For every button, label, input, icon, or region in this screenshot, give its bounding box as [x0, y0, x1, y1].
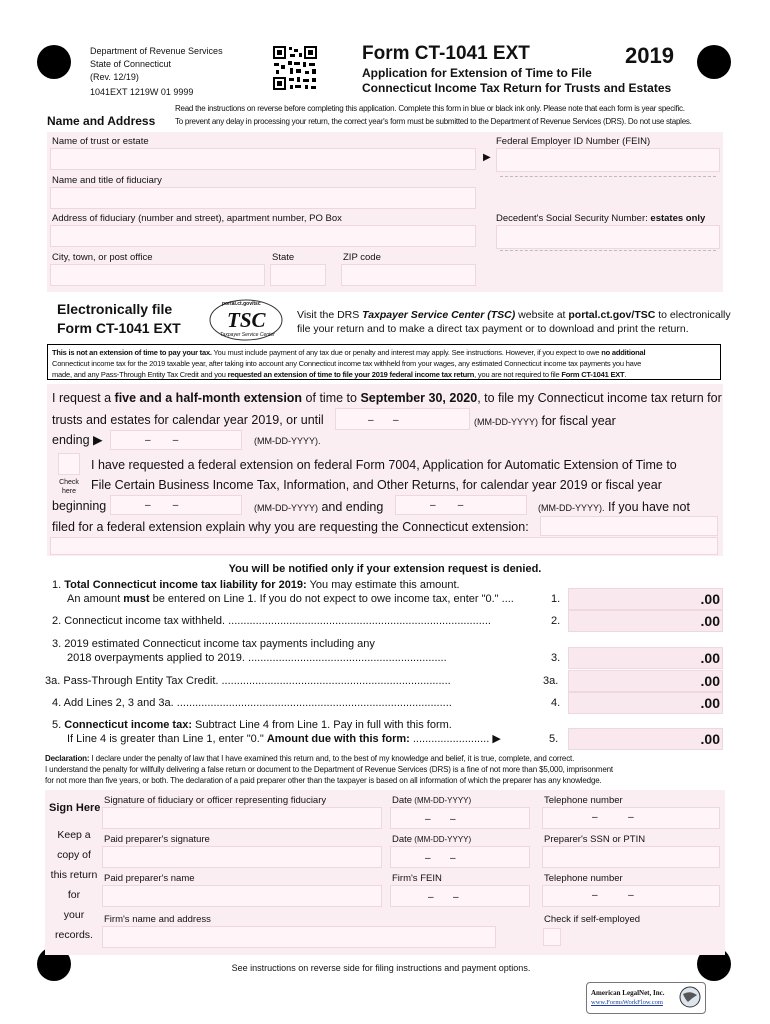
phone-2-label: Telephone number [544, 873, 623, 884]
revision: (Rev. 12/19) [90, 72, 139, 82]
federal-mm-2: (MM-DD-YYYY). If you have not [538, 500, 690, 514]
city-label: City, town, or post office [52, 252, 153, 263]
line-2-amount: .00 [700, 613, 720, 629]
line-3-text: 3. 2019 estimated Connecticut income tax payments including any 2018 overpayments applied to 2019. ................................................................. [52, 638, 447, 664]
phone-2-sep: – – [592, 890, 634, 901]
federal-mm-1: (MM-DD-YYYY) and ending [254, 500, 384, 514]
section-name-address: Name and Address [47, 114, 156, 128]
fiscal-until-date-field[interactable] [335, 408, 470, 430]
date-1-sep: – – [425, 814, 456, 825]
check-here-label: Check here [59, 479, 79, 495]
ssn-ptin-field[interactable] [542, 846, 720, 868]
request-line-3: ending ▶ [52, 433, 103, 447]
brand-url: www.FormsWorkFlow.com [591, 999, 663, 1006]
tax-year: 2019 [625, 43, 674, 68]
line-2-text: 2. Connecticut income tax withheld. ...................................................................................... [52, 615, 491, 627]
federal-begin-sep: – – [145, 500, 179, 511]
preparer-name-field[interactable] [102, 885, 382, 907]
date-1-field[interactable] [390, 807, 530, 829]
explanation-field-2[interactable] [50, 537, 718, 555]
fiscal-until-date-sep: – – [368, 415, 399, 426]
line-5-ref: 5. [549, 733, 559, 745]
declaration-text: Declaration: I declare under the penalty of law that I have examined this return and, to the best of my knowledge and belief, it is true, complete, and correct. I understand the penalty for willfully delivering a false return or document to the Department of Revenue Services (DRS) is a fine of not more than $5,000, imprisonment for not more than five years, or both. The declaration of a paid preparer other than the taxpayer is based on all information of which the preparer has any knowledge. [45, 754, 613, 785]
city-field[interactable] [50, 264, 265, 286]
phone-1-label: Telephone number [544, 795, 623, 806]
firm-name-label: Firm's name and address [104, 914, 211, 925]
mm-format-1: (MM-DD-YYYY) for fiscal year [474, 414, 616, 428]
preparer-signature-field[interactable] [102, 846, 382, 868]
address-field[interactable] [50, 225, 476, 247]
efile-heading [57, 300, 181, 338]
dept-name: Department of Revenue Services [90, 46, 223, 56]
address-label: Address of fiduciary (number and street), apartment number, PO Box [52, 213, 342, 224]
state-field[interactable] [270, 264, 326, 286]
tsc-logo [208, 298, 284, 342]
line-3a-amount: .00 [700, 673, 720, 689]
state-name: State of Connecticut [90, 59, 172, 69]
line-2-ref: 2. [551, 615, 561, 627]
federal-beginning-label: beginning [52, 499, 107, 513]
footer-instructions: See instructions on reverse side for filing instructions and payment options. [231, 963, 531, 973]
decedent-ssn-field[interactable] [496, 225, 720, 249]
fein-dashes [500, 176, 716, 177]
fiduciary-label: Name and title of fiduciary [52, 175, 162, 186]
line-4-text: 4. Add Lines 2, 3 and 3a. .......................................................................................... [52, 697, 452, 709]
fiduciary-signature-label: Signature of fiduciary or officer representing fiduciary [104, 795, 327, 806]
trust-name-field[interactable] [50, 148, 476, 170]
payment-notice-box: This is not an extension of time to pay your tax. You must include payment of any tax due or penalty and interest may apply. See instructions. However, if you expect to owe no additional Connecticut income tax for the 2019 taxable year, after taking into account any Connecticut income tax withheld from your wages, any estimated Connecticut income tax payments you have made, and any Pass-Through Entity Tax Credit and you requested an extension of time to file your 2019 federal income tax return, you are not required to file Form CT-1041 EXT. [47, 344, 721, 380]
fein-field[interactable] [496, 148, 720, 172]
request-line-2: trusts and estates for calendar year 2019, or until [52, 413, 324, 427]
federal-extension-checkbox[interactable] [58, 453, 80, 475]
visit-tsc-text: Visit the DRS Taxpayer Service Center (TSC) website at portal.ct.gov/TSC to electronically file your return and to make a direct tax payment or to download and print the return. [297, 309, 731, 335]
fiscal-ending-date-sep: – – [145, 435, 179, 446]
fein-label: Federal Employer ID Number (FEIN) [496, 136, 651, 147]
form-code: 1041EXT 1219W 01 9999 [90, 87, 194, 97]
fiduciary-signature-field[interactable] [102, 807, 382, 829]
ssn-label: Decedent's Social Security Number: estates only [496, 213, 706, 224]
preparer-signature-label: Paid preparer's signature [104, 834, 210, 845]
instructions-line-2: To prevent any delay in processing your return, the correct year's form must be submitted to the Department of Revenue Services (DRS). Do not use staples. [175, 117, 692, 126]
line-4-amount: .00 [700, 695, 720, 711]
self-employed-label: Check if self-employed [544, 914, 641, 925]
form-title: Form CT-1041 EXT [362, 43, 530, 64]
federal-end-sep: – – [430, 500, 464, 511]
registration-mark-top-left [37, 45, 71, 79]
line-5-text: 5. Connecticut income tax: Subtract Line 4 from Line 1. Pay in full with this form. If Line 4 is greater than Line 1, enter "0." Amount due with this form: ......................... ▶ [52, 719, 501, 745]
federal-line-2: File Certain Business Income Tax, Information, and Other Returns, for calendar year 2019 or fiscal year [91, 478, 662, 492]
line-3a-ref: 3a. [543, 675, 559, 687]
date-2-field[interactable] [390, 846, 530, 868]
efile-line-1: Electronically file [57, 301, 173, 317]
explanation-field-1[interactable] [540, 516, 718, 536]
date-2-label: Date (MM-DD-YYYY) [392, 834, 472, 845]
date-1-label: Date (MM-DD-YYYY) [392, 795, 472, 806]
tsc-logo-bottom: Taxpayer Service Center [220, 332, 275, 338]
line-1-text: 1. Total Connecticut income tax liability for 2019: You may estimate this amount. An amount must be entered on Line 1. If you do not expect to owe income tax, enter "0." .... [52, 579, 514, 605]
sign-here-label: Sign Here [49, 802, 101, 814]
header-dept-block [90, 45, 223, 99]
firm-name-field[interactable] [102, 926, 496, 948]
phone-1-sep: – – [592, 812, 634, 823]
state-label: State [272, 252, 295, 263]
self-employed-checkbox[interactable] [543, 928, 561, 946]
firm-fein-sep: – – [428, 892, 459, 903]
fein-arrow-icon: ▶ [483, 152, 491, 163]
line-5-amount: .00 [700, 731, 720, 747]
ssn-dashes [500, 250, 716, 251]
keep-copy-text: Keep a copy of this return for your records. [50, 829, 98, 941]
firm-fein-field[interactable] [390, 885, 530, 907]
form-subtitle-1: Application for Extension of Time to File [362, 66, 592, 80]
line-1-amount: .00 [700, 591, 720, 607]
line-3-amount: .00 [700, 650, 720, 666]
line-4-ref: 4. [551, 697, 561, 709]
line-3a-text: 3a. Pass-Through Entity Tax Credit. ........................................................................... [45, 675, 451, 687]
request-line-1: I request a five and a half-month extension of time to September 30, 2020, to file my Connecticut income tax return for [52, 391, 722, 405]
fiduciary-field[interactable] [50, 187, 476, 209]
preparer-name-label: Paid preparer's name [104, 873, 195, 884]
firm-fein-label: Firm's FEIN [392, 873, 442, 884]
tsc-logo-text: TSC [227, 308, 266, 332]
federal-line-1: I have requested a federal extension on federal Form 7004, Application for Automatic Extension of Time to [91, 458, 677, 472]
tsc-logo-top: portal.ct.gov/tsc [222, 301, 261, 307]
brand-badge [586, 982, 706, 1014]
instructions-line-1: Read the instructions on reverse before completing this application. Complete this form in blue or black ink only. Please note that each form is year specific. [175, 104, 685, 113]
zip-field[interactable] [341, 264, 476, 286]
notified-text: You will be notified only if your extension request is denied. [228, 563, 542, 575]
brand-name: American LegalNet, Inc. [591, 989, 665, 997]
trust-name-label: Name of trust or estate [52, 136, 149, 147]
mm-format-2: (MM-DD-YYYY). [254, 436, 321, 446]
line-3-ref: 3. [551, 652, 561, 664]
qr-code-icon [272, 45, 318, 91]
zip-label: ZIP code [343, 252, 381, 263]
date-2-sep: – – [425, 853, 456, 864]
federal-line-4: filed for a federal extension explain why you are requesting the Connecticut extension: [52, 520, 529, 534]
globe-icon [679, 986, 701, 1008]
line-1-ref: 1. [551, 593, 561, 605]
efile-line-2: Form CT-1041 EXT [57, 320, 181, 336]
form-subtitle-2: Connecticut Income Tax Return for Trusts and Estates [362, 81, 672, 95]
registration-mark-top-right [697, 45, 731, 79]
ssn-ptin-label: Preparer's SSN or PTIN [544, 834, 646, 845]
